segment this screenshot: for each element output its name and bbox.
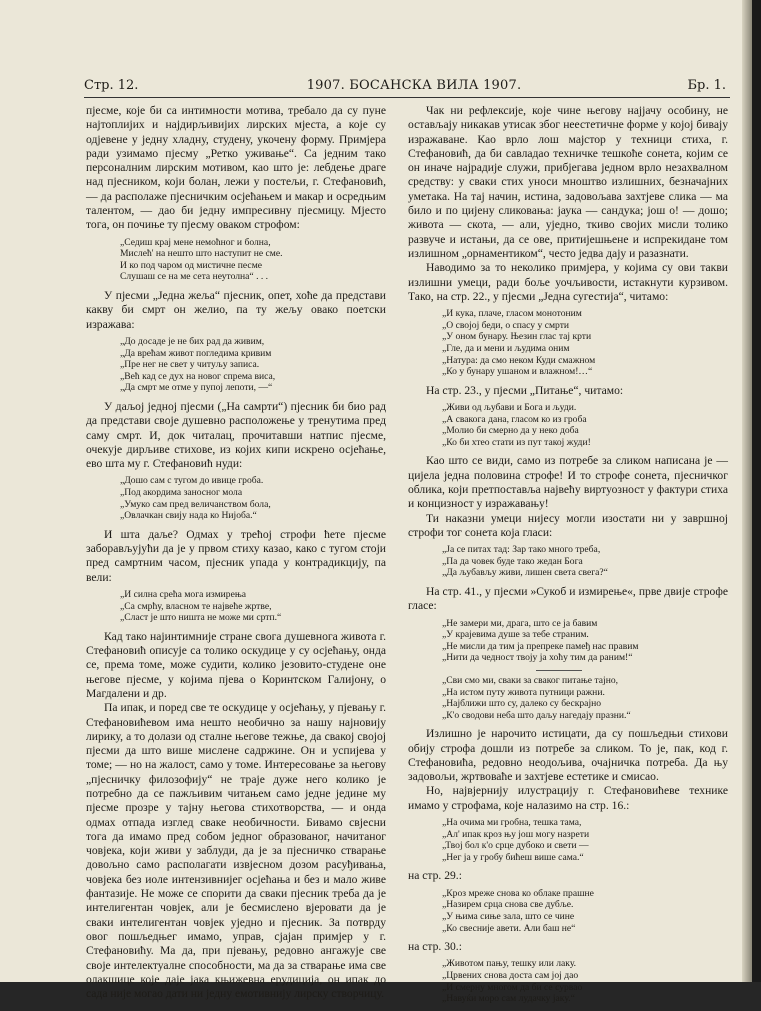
verse-line: „Да љубављу живи, лишен света свега?“ [442, 567, 608, 579]
verse-quote [442, 544, 728, 579]
verse-line: „И силна срећа мога измирења [120, 588, 247, 600]
page-reference: на стр. 29.: [408, 869, 462, 883]
verse-line: „На очима ми гробна, тешка тама, [442, 817, 582, 829]
verse-line: Мислећ' на нешто што наступит не сме. [120, 248, 283, 260]
verse-line: „Већ кад се дух на новог спрема виса, [120, 370, 276, 382]
paragraph: Излишно је нарочито истицати, да су пошљедњи стихови обију строфа дошли из потребе за сликом. То је, пак, код г. Стефановића, редовно неодољива, очајничка потреба. Да њу задовољи, жртвоваће и захтјеве естетике и смисао. [408, 727, 728, 784]
verse-quote [442, 888, 728, 934]
verse-line: „Најближи што су, далеко су бескрајно [442, 698, 602, 710]
verse-line: „Не мисли да тим ја препреке памеђ нас правим [442, 640, 639, 652]
verse-line: „Црвених снова доста сам јој дао [442, 970, 579, 982]
verse-line: „Нег ја у гробу бићеш више сама.“ [442, 851, 584, 863]
verse-line: „Овлачкан свију нада ко Нијоба.“ [120, 510, 257, 522]
verse-quote [120, 475, 386, 521]
verse-line: „У крајевима душе за тебе страним. [442, 629, 589, 641]
paragraph: И шта даље? Одмах у трећој строфи ћете пјесме заборављујући да је у првом стиху казао, како с тугом стоји пред самртним часом, пјесник упада у контрадикцију, па вели: [86, 527, 386, 584]
verse-line: „Седиш крај мене немоћног и болна, [120, 236, 271, 248]
verse-line: „Ал' ипак кроз њу још могу назрети [442, 828, 590, 840]
stanza-divider [536, 670, 582, 671]
verse-line: „У оном бунару. Њезин глас тај крти [442, 331, 592, 343]
verse-line: „Натура: да смо неком Куди смажном [442, 354, 596, 366]
page-edge [752, 0, 761, 982]
verse-quote [442, 675, 728, 721]
verse-line: „Пре нег не свет у читуљу записа. [120, 359, 260, 371]
verse-line: „Па да човек буде тако жедан Бога [442, 555, 583, 567]
verse-line: „На истом путу живота путници ражни. [442, 686, 605, 698]
verse-line: „О својој беди, о спасу у смрти [442, 319, 570, 331]
verse-line: „Са смрћу, власном те највеће жртве, [120, 600, 272, 612]
verse-line: „Ко би хтео стати из пут такој жуди! [442, 436, 591, 448]
verse-quote [442, 308, 728, 378]
paragraph: Кад тако најинтимније стране свога душевнога живота г. Стефановић описује са толико оскудице у су осјећању, онда се, према томе, може судити, колико језовито-студене оне његове пјесме, у којима пјева о Коринтском Галијону, о Магдалени и др. [86, 629, 386, 700]
binding-shadow [742, 0, 752, 982]
verse-quote [442, 958, 728, 1004]
verse-line: „Ко свесније авети. Али баш не“ [442, 922, 576, 934]
verse-quote [442, 618, 728, 664]
verse-line: „К'о сводови неба што даљу нагедају празни.“ [442, 709, 631, 721]
page-number: Стр. 12. [84, 78, 139, 93]
verse-line: „Ко у бунару ушаном и влажном!…“ [442, 366, 593, 378]
paragraph: На стр. 41., у пјесми »Сукоб и измирење«, прве двије строфе гласе: [408, 584, 728, 613]
header-rule [84, 97, 730, 98]
verse-line: „Кроз мреже снова ко облаке прашне [442, 887, 594, 899]
verse-line: „И смерну многом да би се сурвао [442, 981, 583, 993]
paragraph: Као што се види, само из потребе за сликом написана је — цијела једна половина строфе! И то строфе сонета, пјесничког облика, који претпоставља највећу виртуозност у фактури стиха и концизност у изражавању! [408, 454, 728, 511]
verse-quote [120, 336, 386, 394]
verse-quote [442, 817, 728, 863]
paragraph: Чак ни рефлексије, које чине његову најјачу особину, не остављају никакав утисак због неестетичне форме у којој бивају изражаване. Као врло лош мајстор у техници стиха, г. Стефановић, да би савладао техничке тешкоће сонета, којим се он иначе најрадије служи, прибјегава једном врло незахвалном средству: у сваки стих уноси мноштво излишних, безначајних уметака. На тај начин, истина, задовољава захтјеве слика — ма било и по цијену сликовања: јаука — сандука; још о! — дошо; живота — скота, — али, уједно, ткиво својих мисли толико развуче и истањи, да се ове, притијешњене и испрекидане том излишном „орнаментиком“, често једва дају и разазнати. [408, 104, 728, 260]
verse-line: „Да смрт ме отме у пупој лепоти, —“ [120, 382, 273, 394]
verse-line: „Сласт је што ништа не може ми сртп.“ [120, 612, 282, 624]
left-column [86, 104, 386, 1001]
verse-line: „Ја се питах тад: Зар тако много треба, [442, 544, 601, 556]
verse-line: „Сви смо ми, сваки за сваког питање тајно, [442, 674, 619, 686]
verse-line: „Под акордима заносног мола [120, 486, 243, 498]
paragraph: Но, највјернију илустрацију г. Стефановићеве технике имамо у строфама, које налазимо на стр. 16.: [408, 784, 728, 812]
journal-title: 1907. БОСАНСКА ВИЛА 1907. [306, 78, 522, 93]
verse-line: „Дошо сам с тугом до ивице гроба. [120, 475, 264, 487]
verse-line: „Нити да чедност твоју ја хоћу тим да раним!“ [442, 652, 633, 664]
verse-line: „И кука, плаче, гласом монотоним [442, 308, 582, 320]
verse-line: „Молио би смерно да у неко доба [442, 425, 579, 437]
verse-line: „Назирем срца снова све дубље. [442, 899, 574, 911]
paragraph: Па ипак, и поред све те оскудице у осјећању, у пјевању г. Стефановићевом има нешто необично за нашу најновију лирику, а то долази од сталне његове тежње, да свакој својој пјесми да што више мислене садржине. Он и успијева у томе; — но на жалост, само у томе. Интересовање за његову „пјесничку филозофију“ не траје дуже него колико је потребно да се пажљивим читањем само једне једине му пјесме прозре у тајну његова стихотворства, — и онда одмах отпада изглед сваке необичности. Бивамо свјесни тога да имамо пред собом једног образованог, начитаног човјека, који живи у заблуди, да је за пјесничко стварање довољно само располагати извјесном дозом расуђивања, човјека без иоле интензивнијег осјећања и без и мало живе фантазије. Не може се спорити да сваки пјесник треба да је интелигентан човјек, али је бесмислено вјеровати да је сваки интелигентан човјек уједно и пјесник. За потврду овог пошљедњег имамо, управ, сјајан примјер у г. Стефановићу. Ма да, при пјевању, редовно ангажује све своје интелектуалне способности, ма да за стварање има све олакшице које даје јака књижевна ерудиција, он ипак до сада није могао дати ни једну емотивнију лирску створчицу. [86, 701, 386, 1001]
verse-quote [120, 589, 386, 624]
running-header [84, 78, 730, 98]
paragraph: На стр. 23., у пјесми „Питање“, читамо: [426, 383, 624, 397]
verse-quote [120, 237, 386, 283]
verse-line: „Живи од љубави и Бога и људи. [442, 402, 577, 414]
right-column [408, 104, 728, 1011]
verse-line: „А свакога дана, гласом ко из гроба [442, 413, 587, 425]
paragraph: Наводимо за то неколико примјера, у којима су ови такви излишни умеци, ради боље уочљивости, истакнути курзивом. Тако, на стр. 22., у пјесми „Једна сугестија“, читамо: [408, 261, 728, 303]
paragraph: У даљој једној пјесми („На самрти“) пјесник би био рад да представи своје душевно расположење у тренутима пред саму смрт. И, док читалац, прочитавши натпис пјесме, очекује дирљиве стихове, из којих кипи искрено осјећање, ево шта му г. Стефановић нуди: [86, 399, 386, 471]
verse-quote [442, 402, 728, 448]
verse-line: И ко под чаром од мистичне песме [120, 259, 263, 271]
page-reference: на стр. 30.: [408, 940, 462, 954]
verse-line: „Навуќи моро сам лудачку јаку.“ [442, 993, 575, 1005]
paragraph: Ти наказни умеци нијесу могли изостати ни у завршној строфи тог сонета која гласи: [408, 511, 728, 539]
issue-number: Бр. 1. [687, 78, 726, 93]
verse-line: „Да врећам живот погледима кривим [120, 347, 272, 359]
verse-line: „Гле, да и мени и људима оним [442, 342, 570, 354]
paragraph: У пјесми „Једна жеља“ пјесник, опет, хоће да представи какву би смрт он желио, па ту жељу овако поетски изражава: [86, 289, 386, 331]
verse-line: „Умуко сам пред величанством бола, [120, 498, 271, 510]
paragraph: пјесме, које би са интимности мотива, требало да су пуне најтоплијих и најдирљивијих лирских мјеста, а које су одјевене у једну хладну, студену, укочену форму. Примјера ради узимамо пјесму „Ретко уживање“. Са једним тако персоналним лирским мотивом, као што је: лебдење драге над пјесником, који болан, лежи у постељи, г. Стефановић, — да располаже пјесничким осјећањем и макар и осредњим талентом, — дао би једну импресивну пјесмицу. Мјесто тога, он почиње ту пјесму оваком строфом: [86, 104, 386, 232]
verse-line: „Животом пању, тешку или лаку. [442, 958, 577, 970]
verse-line: „Твој бол к'о срце дубоко и свети — [442, 840, 589, 852]
verse-line: „У њима сиње зала, што се чине [442, 910, 575, 922]
verse-line: Слушаш се на ме сета неутолна“ . . . [120, 271, 269, 283]
verse-line: „До досаде је не бих рад да живим, [120, 335, 265, 347]
verse-line: „Не замери ми, драга, што се ја бавим [442, 617, 598, 629]
